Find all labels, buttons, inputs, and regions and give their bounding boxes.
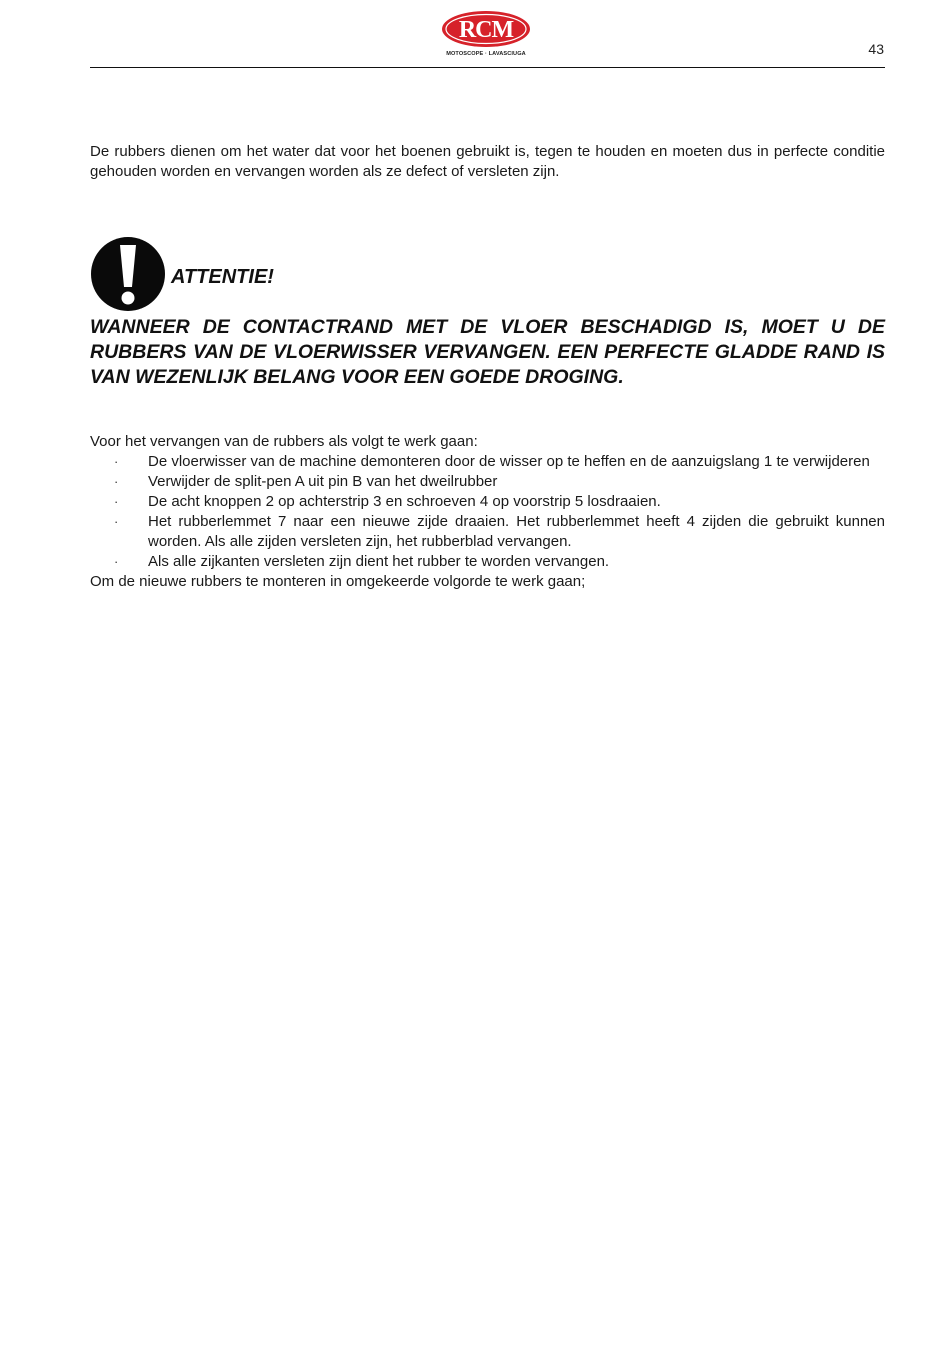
procedure-steps: [90, 452, 885, 572]
page-header: [0, 0, 950, 70]
procedure-lead: Voor het vervangen van de rubbers als volgt te werk gaan:: [90, 433, 478, 450]
header-divider: [90, 67, 885, 68]
step-text: De vloerwisser van de machine demonteren door de wisser op te heffen en de aanzuigslang 1 te verwijderen: [148, 453, 870, 470]
step-text: De acht knoppen 2 op achterstrip 3 en schroeven 4 op voorstrip 5 losdraaien.: [148, 493, 661, 510]
bullet-icon: ·: [114, 514, 119, 529]
list-item: [90, 472, 885, 492]
rcm-logo: [440, 9, 532, 63]
warning-title: ATTENTIE!: [171, 266, 274, 288]
list-item: [90, 452, 885, 472]
list-item: [90, 512, 885, 552]
rcm-logo-mark: [440, 9, 532, 49]
bullet-icon: ·: [114, 454, 119, 469]
procedure-closing: Om de nieuwe rubbers te monteren in omgekeerde volgorde te werk gaan;: [90, 573, 586, 590]
warning-text: WANNEER DE CONTACTRAND MET DE VLOER BESCHADIGD IS, MOET U DE RUBBERS VAN DE VLOERWISSER VERVANGEN. EEN PERFECTE GLADDE RAND IS VAN WEZENLIJK BELANG VOOR EEN GOEDE DROGING.: [90, 316, 885, 388]
logo-text: RCM: [458, 17, 514, 43]
exclamation-icon: [90, 236, 166, 312]
list-item: [90, 492, 885, 512]
bullet-icon: ·: [114, 474, 119, 489]
step-text: Als alle zijkanten versleten zijn dient het rubber te worden vervangen.: [148, 553, 610, 570]
page-number: 43: [868, 41, 884, 57]
list-item: [90, 552, 885, 572]
procedure-section: [90, 432, 885, 592]
step-text: Het rubberlemmet 7 naar een nieuwe zijde draaien. Het rubberlemmet heeft 4 zijden die gebruikt kunnen worden. Als alle zijden versleten zijn, het rubberblad vervangen.: [148, 513, 885, 550]
bullet-icon: ·: [114, 554, 119, 569]
bullet-icon: ·: [114, 494, 119, 509]
logo-subtitle: MOTOSCOPE · LAVASCIUGA: [446, 51, 526, 57]
step-text: Verwijder de split-pen A uit pin B van het dweilrubber: [148, 473, 498, 490]
intro-paragraph: De rubbers dienen om het water dat voor het boenen gebruikt is, tegen te houden en moeten dus in perfecte conditie gehouden worden en vervangen worden als ze defect of versleten zijn.: [90, 143, 885, 180]
